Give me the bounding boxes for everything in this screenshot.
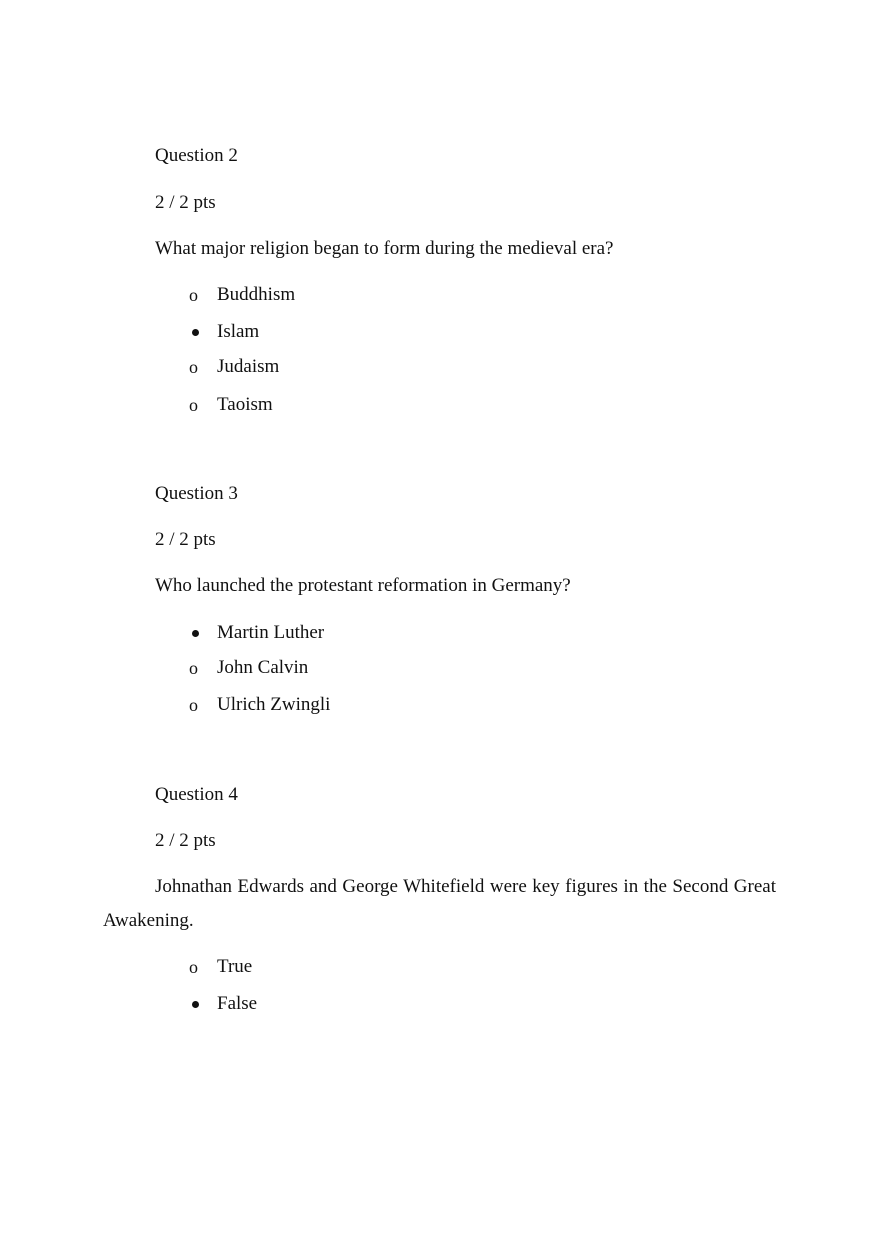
answer-option	[189, 656, 308, 680]
unselected-marker-icon: o	[189, 285, 198, 305]
option-label: Martin Luther	[217, 622, 325, 643]
answer-option-selected	[189, 992, 257, 1016]
question-points: 2 / 2 pts	[155, 830, 216, 851]
option-label: Judaism	[217, 356, 280, 377]
answer-option-selected	[189, 621, 324, 645]
answer-option	[189, 355, 279, 379]
answer-option	[189, 693, 330, 717]
question-prompt: What major religion began to form during the medieval era?	[155, 238, 614, 259]
answer-option-selected	[189, 320, 259, 344]
option-label: False	[217, 993, 258, 1014]
selected-bullet-icon	[189, 320, 217, 344]
question-title: Question 3	[155, 483, 238, 504]
option-label: Islam	[217, 321, 260, 342]
question-title: Question 2	[155, 145, 238, 166]
option-label: John Calvin	[217, 657, 309, 678]
answer-option	[189, 393, 273, 417]
question-points: 2 / 2 pts	[155, 529, 216, 550]
option-label: Ulrich Zwingli	[217, 694, 331, 715]
unselected-marker-icon: o	[189, 357, 198, 377]
answer-option	[189, 283, 295, 307]
answer-option	[189, 955, 252, 979]
unselected-marker-icon: o	[189, 695, 198, 715]
selected-bullet-icon	[189, 621, 217, 645]
question-prompt: Johnathan Edwards and George Whitefield were key figures in the Second Great Awakening.	[103, 876, 776, 931]
question-points: 2 / 2 pts	[155, 192, 216, 213]
unselected-marker-icon: o	[189, 395, 198, 415]
question-title: Question 4	[155, 784, 238, 805]
selected-bullet-icon	[189, 992, 217, 1016]
unselected-marker-icon: o	[189, 658, 198, 678]
option-label: Buddhism	[217, 284, 296, 305]
option-label: True	[217, 956, 253, 977]
option-label: Taoism	[217, 394, 273, 415]
unselected-marker-icon: o	[189, 957, 198, 977]
question-prompt: Who launched the protestant reformation in Germany?	[155, 575, 571, 596]
